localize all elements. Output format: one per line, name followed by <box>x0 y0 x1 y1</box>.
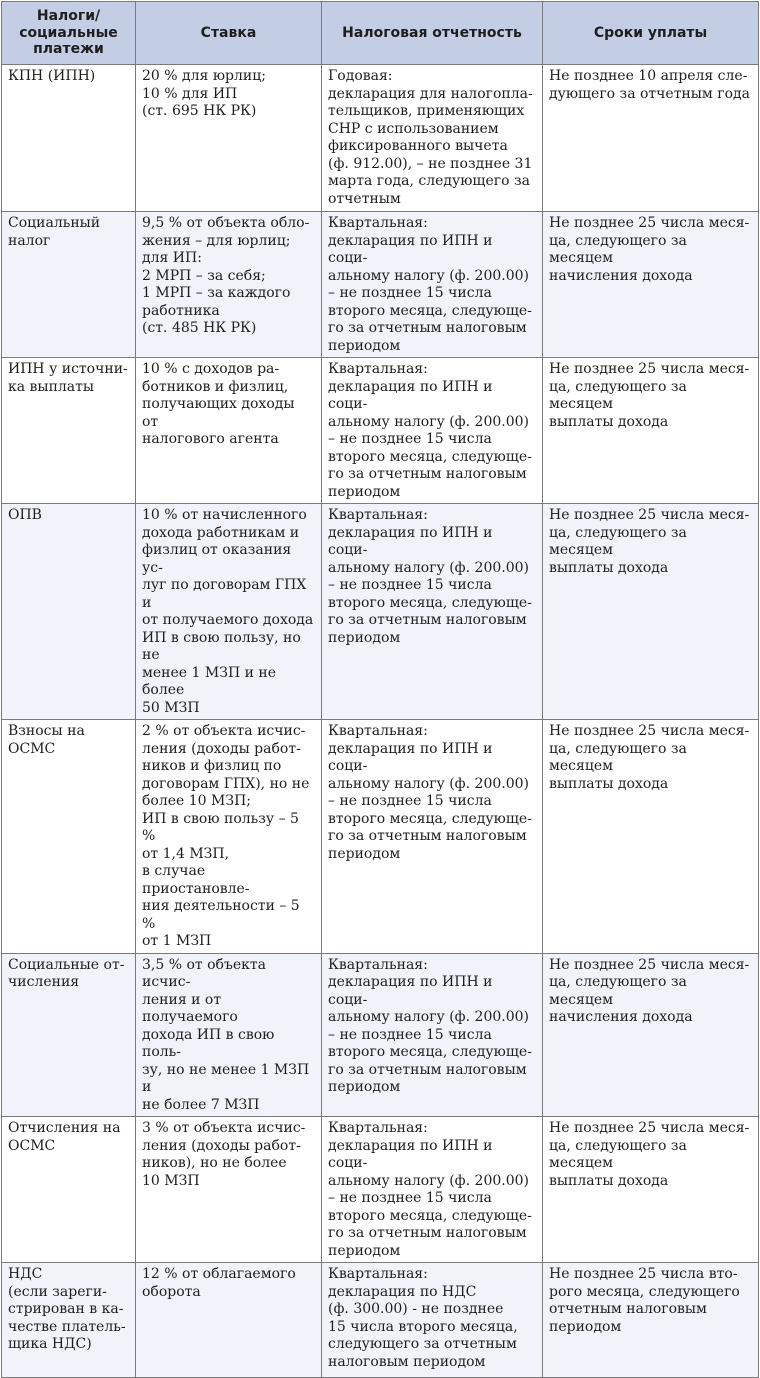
cell-rate: 10 % с доходов ра- ботников и физлиц, получающих доходы от налогового агента <box>136 358 322 504</box>
cell-report: Квартальная: декларация по ИПН и соци- альному налогу (ф. 200.00) – не позднее 15 числа второго месяца, следующе- го за отчетным налоговым периодом <box>322 212 543 358</box>
cell-report: Квартальная: декларация по НДС (ф. 300.00) - не позднее 15 числа второго месяца, следующего за отчетным налоговым периодом <box>322 1263 543 1378</box>
cell-rate: 9,5 % от объекта обло- жения – для юрлиц; для ИП: 2 МРП – за себя; 1 МРП – за каждого работника (ст. 485 НК РК) <box>136 212 322 358</box>
cell-report: Квартальная: декларация по ИПН и соци- альному налогу (ф. 200.00) – не позднее 15 числа второго месяца, следующе- го за отчетным налоговым периодом <box>322 720 543 954</box>
table-row <box>2 953 759 1117</box>
header-rate: Ставка <box>136 2 322 65</box>
table-row <box>2 1117 759 1263</box>
cell-rate: 3 % от объекта исчис- ления (доходы работ- ников), но не более 10 МЗП <box>136 1117 322 1263</box>
cell-report: Квартальная: декларация по ИПН и соци- альному налогу (ф. 200.00) – не позднее 15 числа второго месяца, следующе- го за отчетным налоговым периодом <box>322 358 543 504</box>
table-row <box>2 358 759 504</box>
cell-report: Квартальная: декларация по ИПН и соци- альному налогу (ф. 200.00) – не позднее 15 числа второго месяца, следующе- го за отчетным налоговым периодом <box>322 504 543 720</box>
table-row <box>2 720 759 954</box>
cell-deadline: Не позднее 10 апреля сле- дующего за отчетным года <box>543 65 759 212</box>
cell-deadline: Не позднее 25 числа меся- ца, следующего за месяцем выплаты дохода <box>543 358 759 504</box>
tax-table <box>1 1 759 1378</box>
cell-report: Квартальная: декларация по ИПН и соци- альному налогу (ф. 200.00) – не позднее 15 числа второго месяца, следующе- го за отчетным налоговым периодом <box>322 1117 543 1263</box>
cell-deadline: Не позднее 25 числа меся- ца, следующего за месяцем выплаты дохода <box>543 720 759 954</box>
cell-rate: 3,5 % от объекта исчис- ления и от получаемого дохода ИП в свою поль- зу, но не менее 1 МЗП и не более 7 МЗП <box>136 953 322 1117</box>
header-deadline: Сроки уплаты <box>543 2 759 65</box>
cell-tax: Социальные от- числения <box>2 953 136 1117</box>
header-row <box>2 2 759 65</box>
header-report: Налоговая отчетность <box>322 2 543 65</box>
cell-report: Годовая: декларация для налогопла- тельщиков, применяющих СНР с использованием фиксированного вычета (ф. 912.00), – не позднее 31 марта года, следующего за отчетным <box>322 65 543 212</box>
cell-tax: Социальный налог <box>2 212 136 358</box>
cell-tax: НДС (если зареги- стрирован в ка- честве платель- щика НДС) <box>2 1263 136 1378</box>
cell-tax: КПН (ИПН) <box>2 65 136 212</box>
cell-deadline: Не позднее 25 числа меся- ца, следующего за месяцем начисления дохода <box>543 953 759 1117</box>
table-row <box>2 65 759 212</box>
cell-tax: Взносы на ОСМС <box>2 720 136 954</box>
cell-rate: 12 % от облагаемого оборота <box>136 1263 322 1378</box>
table-row <box>2 212 759 358</box>
cell-tax: Отчисления на ОСМС <box>2 1117 136 1263</box>
cell-tax: ОПВ <box>2 504 136 720</box>
cell-deadline: Не позднее 25 числа меся- ца, следующего за месяцем выплаты дохода <box>543 1117 759 1263</box>
cell-rate: 2 % от объекта исчис- ления (доходы работ- ников и физлиц по договорам ГПХ), но не более 10 МЗП; ИП в свою пользу – 5 % от 1,4 МЗП, в случае приостановле- ния деятельности – 5 % от 1 МЗП <box>136 720 322 954</box>
table-row <box>2 504 759 720</box>
cell-deadline: Не позднее 25 числа вто- рого месяца, следующего отчетным налоговым периодом <box>543 1263 759 1378</box>
cell-report: Квартальная: декларация по ИПН и соци- альному налогу (ф. 200.00) – не позднее 15 числа второго месяца, следующе- го за отчетным налоговым периодом <box>322 953 543 1117</box>
header-tax: Налоги/ социальные платежи <box>2 2 136 65</box>
cell-deadline: Не позднее 25 числа меся- ца, следующего за месяцем выплаты дохода <box>543 504 759 720</box>
cell-rate: 20 % для юрлиц; 10 % для ИП (ст. 695 НК РК) <box>136 65 322 212</box>
cell-rate: 10 % от начисленного дохода работникам и физлиц от оказания ус- луг по договорам ГПХ и от получаемого дохода ИП в свою пользу, но не менее 1 МЗП и не более 50 МЗП <box>136 504 322 720</box>
cell-tax: ИПН у источни- ка выплаты <box>2 358 136 504</box>
cell-deadline: Не позднее 25 числа меся- ца, следующего за месяцем начисления дохода <box>543 212 759 358</box>
table-row <box>2 1263 759 1378</box>
